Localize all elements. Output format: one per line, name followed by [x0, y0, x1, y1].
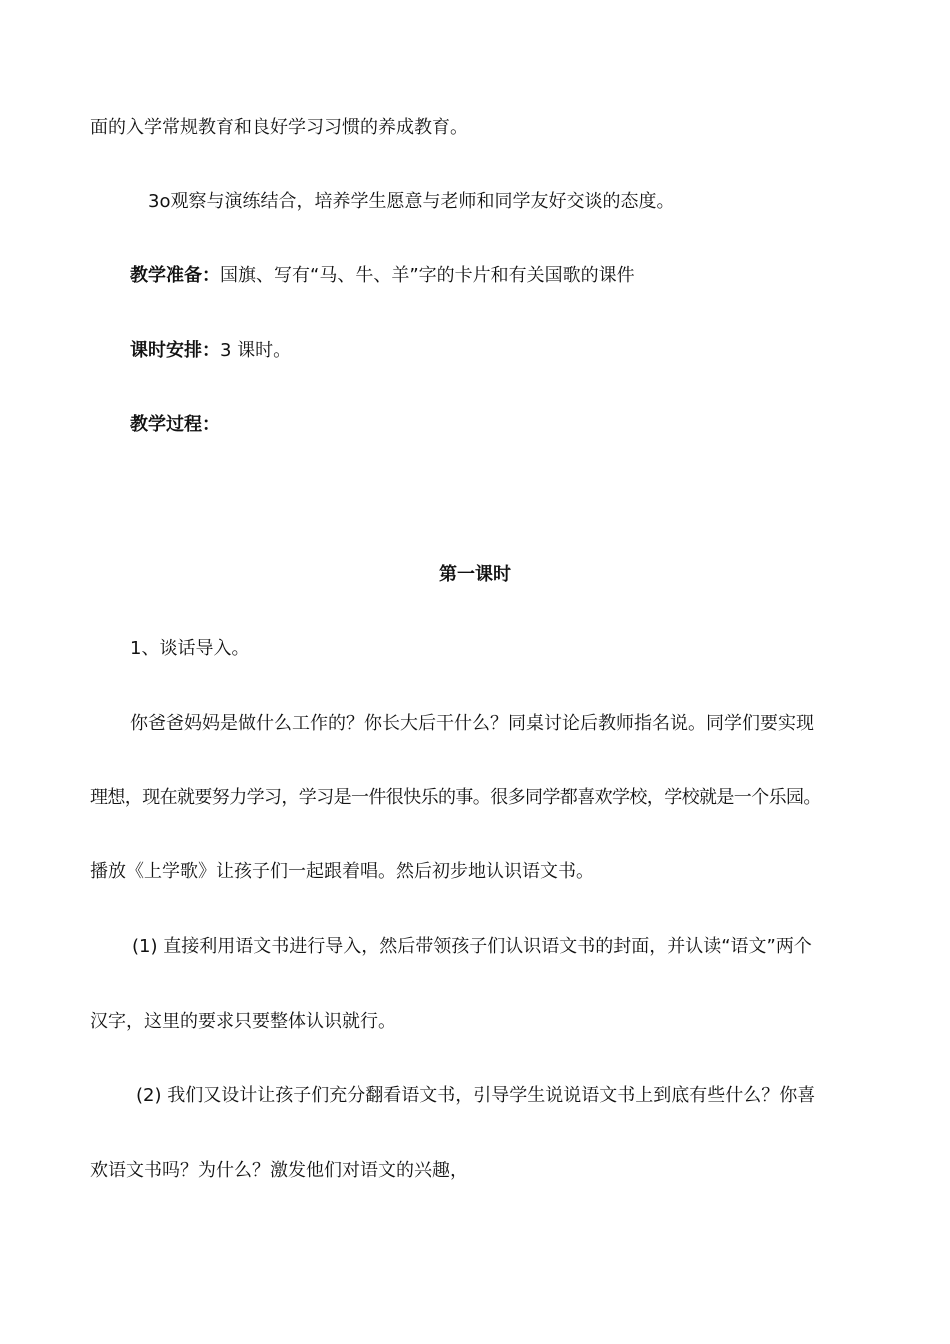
paragraph-line: 理想，现在就要努力学习，学习是一件很快乐的事。很多同学都喜欢学校，学校就是一个乐园。	[90, 787, 821, 808]
teaching-process-label: 教学过程：	[130, 414, 220, 435]
paragraph-line: 你爸爸妈妈是做什么工作的？你长大后干什么？同桌讨论后教师指名说。同学们要实现	[130, 713, 814, 734]
paragraph-line: (1) 直接利用语文书进行导入，然后带领孩子们认识语文书的封面，并认读“语文”两个	[132, 936, 812, 957]
paragraph-line: 播放《上学歌》让孩子们一起跟着唱。然后初步地认识语文书。	[90, 861, 594, 882]
teaching-preparation	[130, 264, 635, 288]
section-text: 3 课时。	[220, 340, 292, 361]
paragraph-line: 欢语文书吗？为什么？激发他们对语文的兴趣，	[90, 1160, 468, 1181]
section-text: 国旗、写有“马、牛、羊”字的卡片和有关国歌的课件	[220, 265, 635, 286]
section-label: 教学准备：	[130, 265, 220, 286]
paragraph-line: 3o观察与演练结合，培养学生愿意与老师和同学友好交谈的态度。	[148, 191, 675, 212]
paragraph-line: 面的入学常规教育和良好学习习惯的养成教育。	[90, 117, 468, 138]
paragraph-line: 汉字，这里的要求只要整体认识就行。	[90, 1011, 396, 1032]
class-schedule	[130, 339, 291, 363]
section-label: 课时安排：	[130, 340, 220, 361]
lesson-heading: 第一课时	[439, 564, 511, 585]
paragraph-line: (2) 我们又设计让孩子们充分翻看语文书，引导学生说说语文书上到底有些什么？你喜	[136, 1085, 816, 1106]
step-title: 1、谈话导入。	[130, 638, 250, 659]
